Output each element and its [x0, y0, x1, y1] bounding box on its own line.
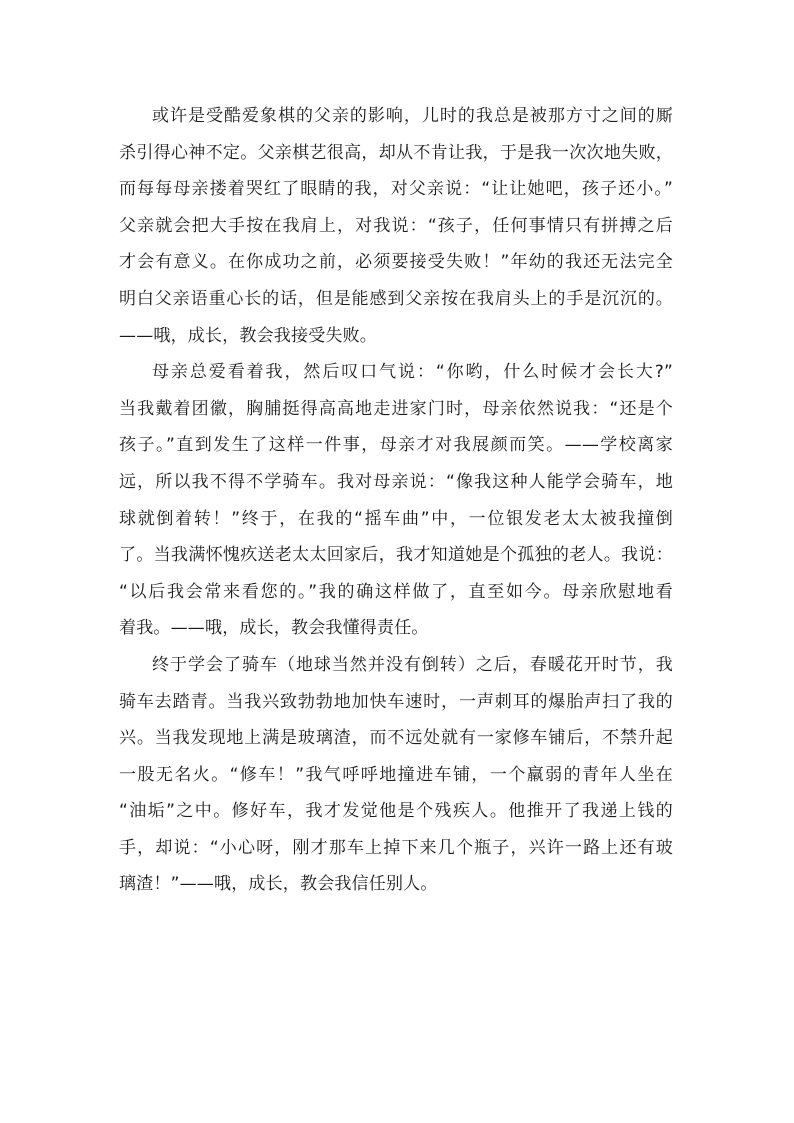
text-line: 了。当我满怀愧疚送老太太回家后，我才知道她是个孤独的老人。我说： — [119, 545, 673, 566]
text-line: 母亲总爱看着我，然后叹口气说：“你哟，什么时候才会长大?” — [152, 362, 673, 383]
text-line: 或许是受酷爱象棋的父亲的影响，儿时的我总是被那方寸之间的厮 — [152, 106, 673, 126]
text-line: 兴。当我发现地上满是玻璃渣，而不远处就有一家修车铺后，不禁升起 — [119, 728, 673, 749]
text-line: 球就倒着转！”终于，在我的“摇车曲”中，一位银发老太太被我撞倒 — [119, 508, 673, 529]
paragraph-2 — [119, 354, 673, 647]
paragraph-3 — [119, 647, 673, 903]
text-line: 终于学会了骑车（地球当然并没有倒转）之后，春暖花开时节，我 — [152, 654, 673, 675]
text-line: 父亲就会把大手按在我肩上，对我说：“孩子，任何事情只有拼搏之后 — [119, 215, 673, 236]
text-line: 一股无名火。“修车！”我气呼呼地撞进车铺，一个羸弱的青年人坐在 — [119, 764, 673, 785]
text-line: 杀引得心神不定。父亲棋艺很高，却从不肯让我，于是我一次次地失败， — [119, 142, 673, 163]
text-line: “油垢”之中。修好车，我才发觉他是个残疾人。他推开了我递上钱的 — [119, 801, 673, 822]
text-line: 骑车去踏青。当我兴致勃勃地加快车速时，一声刺耳的爆胎声扫了我的 — [119, 691, 673, 712]
text-line: 璃渣！”——哦，成长，教会我信任别人。 — [119, 874, 438, 895]
text-line: 才会有意义。在你成功之前，必须要接受失败！”年幼的我还无法完全 — [119, 252, 673, 273]
text-line: 明白父亲语重心长的话，但是能感到父亲按在我肩头上的手是沉沉的。 — [119, 288, 673, 309]
text-line: 当我戴着团徽，胸脯挺得高高地走进家门时，母亲依然说我：“还是个 — [119, 398, 673, 419]
paragraph-1 — [119, 98, 673, 354]
text-line: 而每每母亲搂着哭红了眼睛的我，对父亲说：“让让她吧，孩子还小。” — [119, 179, 673, 200]
document-body — [119, 98, 673, 903]
text-line: “以后我会常来看您的。”我的确这样做了，直至如今。母亲欣慰地看 — [119, 581, 673, 602]
text-line: 远，所以我不得不学骑车。我对母亲说：“像我这种人能学会骑车，地 — [119, 471, 673, 492]
text-line: 孩子。”直到发生了这样一件事，母亲才对我展颜而笑。——学校离家 — [119, 435, 673, 456]
text-line: 着我。——哦，成长，教会我懂得责任。 — [119, 618, 429, 639]
text-line: ——哦，成长，教会我接受失败。 — [119, 325, 377, 346]
text-line: 手，却说：“小心呀，刚才那车上掉下来几个瓶子，兴许一路上还有玻 — [119, 837, 673, 858]
